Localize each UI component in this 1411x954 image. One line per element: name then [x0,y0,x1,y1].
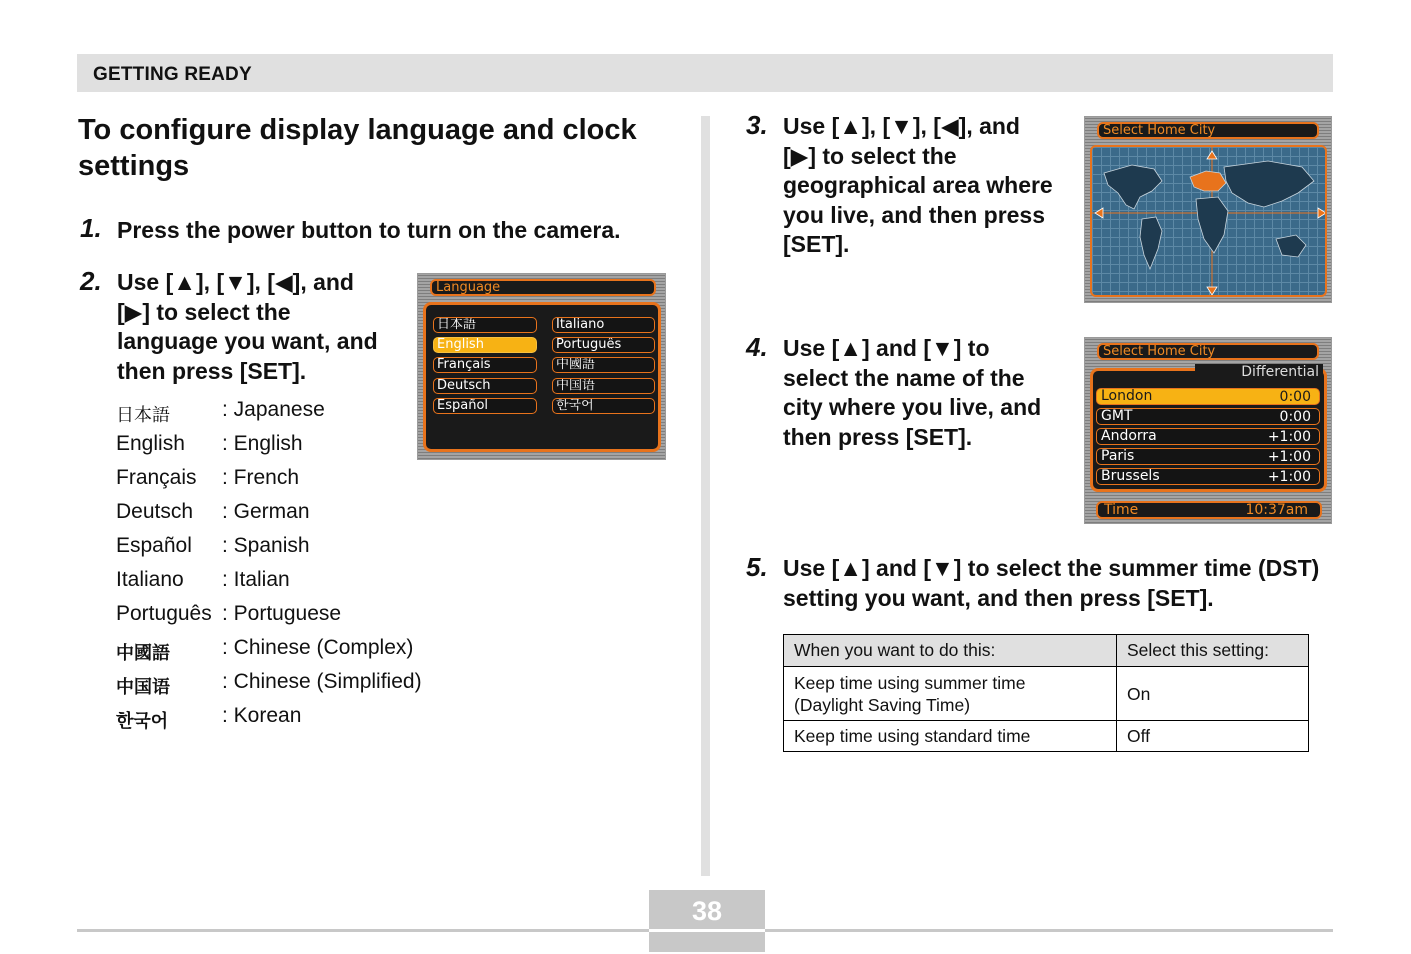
language-native: 中国语 [116,677,170,698]
city-name: GMT [1101,408,1133,424]
table-header-row [784,635,1309,667]
city-row [1096,408,1320,425]
step-4-number: 4. [746,332,768,362]
lcd-language-option: 한국어 [552,398,655,414]
table-cell-line: (Daylight Saving Time) [794,694,971,715]
page-number: 38 [691,896,723,926]
lcd-language-option: Français [433,357,537,373]
language-english: : Japanese [222,398,325,421]
lcd-title: Language [430,279,656,296]
lcd-language-option: Português [552,337,655,353]
world-map-screen-image [1084,116,1332,303]
world-map-graphic [1092,147,1327,297]
language-native: English [116,432,185,455]
table-cell: On [1117,667,1309,721]
language-native: Deutsch [116,500,194,523]
page-title: To configure display language and clock settings [78,114,637,182]
lcd-language-option: Español [433,398,537,414]
section-header [77,54,1333,92]
city-offset: +1:00 [1267,449,1311,465]
step-5-number: 5. [746,552,768,582]
section-title: GETTING READY [93,64,252,85]
language-english: : Korean [222,704,302,727]
differential-label: Differential [1195,364,1323,381]
language-english: : Spanish [222,534,310,557]
step-1-text: Press the power button to turn on the camera. [117,217,621,243]
dst-settings-table [783,634,1309,752]
lcd-language-option: Deutsch [433,378,537,394]
city-name: Brussels [1101,468,1160,484]
city-row [1096,428,1320,445]
city-name: London [1101,388,1153,404]
step-2-text: Use [▲], [▼], [◀], and [▶] to select the language you want, and then press [SET]. [117,269,378,384]
lcd-title: Select Home City [1097,343,1319,360]
lcd-language-option: 中国语 [552,378,655,394]
language-native: 한국어 [116,711,169,732]
language-english: : Chinese (Complex) [222,636,414,659]
language-native: Français [116,466,197,489]
lcd-language-option: 中國語 [552,357,655,373]
language-english: : Chinese (Simplified) [222,670,422,693]
time-bar [1096,501,1322,519]
step-5-text: Use [▲] and [▼] to select the summer time (DST) setting you want, and then press [SET]. [783,555,1320,611]
step-2-number: 2. [80,266,102,296]
language-native: Italiano [116,568,184,591]
lcd-language-option-selected: English [433,337,537,353]
table-cell-line: Keep time using summer time [794,672,1026,693]
step-3-number: 3. [746,110,768,140]
city-name: Andorra [1101,428,1157,444]
step-4-text: Use [▲] and [▼] to select the name of the city where you live, and then press [SET]. [783,335,1042,450]
city-name: Paris [1101,448,1135,464]
table-header: When you want to do this: [784,635,1117,667]
city-offset: 0:00 [1279,389,1311,405]
city-offset: 0:00 [1279,409,1311,425]
lcd-panel [423,302,661,452]
city-row [1096,448,1320,465]
time-value: 10:37am [1245,502,1308,518]
language-native: 中國語 [116,643,170,664]
table-row [784,721,1309,752]
language-screen-image [417,273,666,460]
city-screen-image [1084,337,1332,524]
table-cell: Keep time using standard time [784,721,1117,752]
language-native: Português [116,602,212,625]
page-number-box [649,890,765,952]
language-native: 日本語 [116,405,170,426]
lcd-language-option: Italiano [552,317,655,333]
column-divider [701,116,710,876]
city-row [1096,468,1320,485]
table-cell [784,667,1117,721]
table-cell: Off [1117,721,1309,752]
lcd-title: Select Home City [1097,122,1319,139]
world-map [1090,145,1327,297]
language-english: : Portuguese [222,602,342,625]
lcd-language-option: 日本語 [433,317,537,333]
step-3-text: Use [▲], [▼], [◀], and [▶] to select the geographical area where you live, and then press [SET]. [783,113,1053,257]
page-box-divider [649,929,765,932]
table-row [784,667,1309,721]
language-english: : Italian [222,568,290,591]
step-1-number: 1. [80,213,102,243]
time-label: Time [1104,502,1139,518]
table-header: Select this setting: [1117,635,1309,667]
language-english: : English [222,432,303,455]
city-row-selected [1096,388,1320,405]
language-native: Español [116,534,192,557]
city-offset: +1:00 [1267,429,1311,445]
language-english: : French [222,466,300,489]
city-offset: +1:00 [1267,469,1311,485]
language-english: : German [222,500,310,523]
